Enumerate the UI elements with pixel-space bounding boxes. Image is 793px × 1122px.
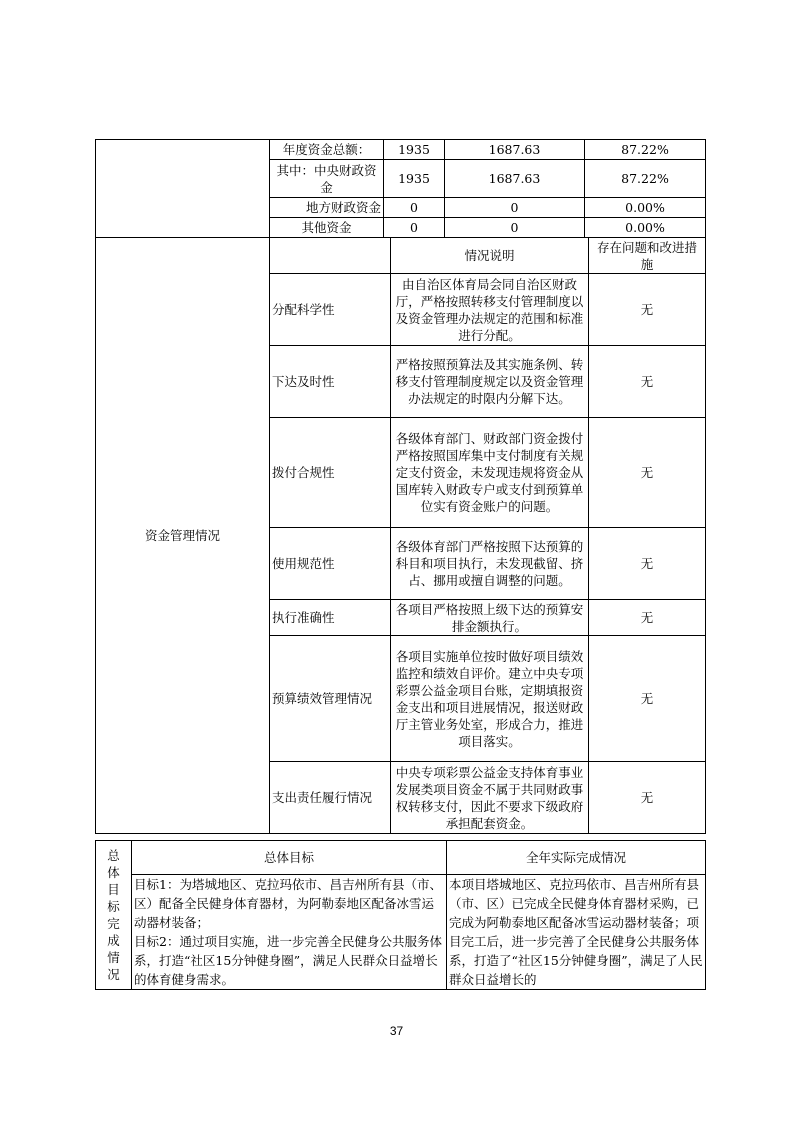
- budget-plan: 1935: [384, 160, 445, 198]
- item-name: 执行准确性: [270, 600, 391, 636]
- col-header-done: 全年实际完成情况: [447, 841, 706, 875]
- item-name: 支出责任履行情况: [270, 762, 391, 834]
- item-desc: 严格按照预算法及其实施条例、转移支付管理制度规定以及资金管理办法规定的时限内分解下达。: [391, 346, 589, 418]
- budget-rate: 0.00%: [585, 198, 706, 218]
- budget-plan: 0: [384, 218, 445, 238]
- section-label: 资金管理情况: [96, 238, 270, 834]
- item-issue: 无: [589, 528, 706, 600]
- page-number: 37: [389, 1024, 404, 1038]
- budget-actual: 0: [445, 198, 585, 218]
- blank-cell: [96, 140, 270, 238]
- col-header-target: 总体目标: [132, 841, 447, 875]
- done-text: 本项目塔城地区、克拉玛依市、昌吉州所有县（市、区）已完成全民健身体育器材采购，已完成为阿勒泰地区配备冰雪运动器材装备；项目完工后，进一步完善了全民健身公共服务体系，打造了“社区15分钟健身圈”，满足了人民群众日益增长的: [447, 875, 706, 990]
- budget-plan: 0: [384, 198, 445, 218]
- item-desc: 中央专项彩票公益金支持体育事业发展类项目资金不属于共同财政事权转移支付，因此不要求下级政府承担配套资金。: [391, 762, 589, 834]
- item-name: 下达及时性: [270, 346, 391, 418]
- budget-label: 其他资金: [270, 218, 384, 238]
- item-issue: 无: [589, 418, 706, 528]
- item-issue: 无: [589, 600, 706, 636]
- item-name: 使用规范性: [270, 528, 391, 600]
- item-issue: 无: [589, 346, 706, 418]
- blank-cell: [270, 238, 391, 274]
- item-issue: 无: [589, 636, 706, 762]
- overall-goal-table: [95, 840, 706, 990]
- goal-side-label: 总 体 目 标 完 成 情 况: [96, 841, 132, 990]
- table-row: [96, 238, 706, 274]
- item-name: 拨付合规性: [270, 418, 391, 528]
- item-desc: 由自治区体育局会同自治区财政厅，严格按照转移支付管理制度以及资金管理办法规定的范围和标准进行分配。: [391, 274, 589, 346]
- budget-rate: 87.22%: [585, 140, 706, 160]
- item-name: 分配科学性: [270, 274, 391, 346]
- item-issue: 无: [589, 274, 706, 346]
- budget-label: 年度资金总额：: [270, 140, 384, 160]
- item-name: 预算绩效管理情况: [270, 636, 391, 762]
- target-text: [132, 875, 447, 990]
- fund-management-table: [95, 237, 706, 834]
- target-2: 目标2：通过项目实施，进一步完善全民健身公共服务体系，打造“社区15分钟健身圈”，满足人民群众日益增长的体育健身需求。: [134, 934, 442, 987]
- col-header-desc: 情况说明: [391, 238, 589, 274]
- item-desc: 各级体育部门、财政部门资金拨付严格按照国库集中支付制度有关规定支付资金，未发现违规将资金从国库转入财政专户或支付到预算单位实有资金账户的问题。: [391, 418, 589, 528]
- budget-actual: 0: [445, 218, 585, 238]
- budget-label: 地方财政资金: [270, 198, 384, 218]
- target-1: 目标1：为塔城地区、克拉玛依市、昌吉州所有县（市、区）配备全民健身体育器材，为阿勒泰地区配备冰雪运动器材装备；: [134, 877, 442, 930]
- budget-label: 其中：中央财政资金: [270, 160, 384, 198]
- item-desc: 各级体育部门严格按照下达预算的科目和项目执行，未发现截留、挤占、挪用或擅自调整的问题。: [391, 528, 589, 600]
- table-row: [96, 875, 706, 990]
- budget-plan: 1935: [384, 140, 445, 160]
- col-header-issue: 存在问题和改进措施: [589, 238, 706, 274]
- item-desc: 各项目实施单位按时做好项目绩效监控和绩效自评价。建立中央专项彩票公益金项目台账，定期填报资金支出和项目进展情况，报送财政厅主管业务处室，形成合力，推进项目落实。: [391, 636, 589, 762]
- budget-table: [95, 139, 706, 238]
- item-issue: 无: [589, 762, 706, 834]
- budget-rate: 87.22%: [585, 160, 706, 198]
- budget-rate: 0.00%: [585, 218, 706, 238]
- table-row: [96, 140, 706, 160]
- table-row: [96, 841, 706, 875]
- budget-actual: 1687.63: [445, 140, 585, 160]
- item-desc: 各项目严格按照上级下达的预算安排金额执行。: [391, 600, 589, 636]
- budget-actual: 1687.63: [445, 160, 585, 198]
